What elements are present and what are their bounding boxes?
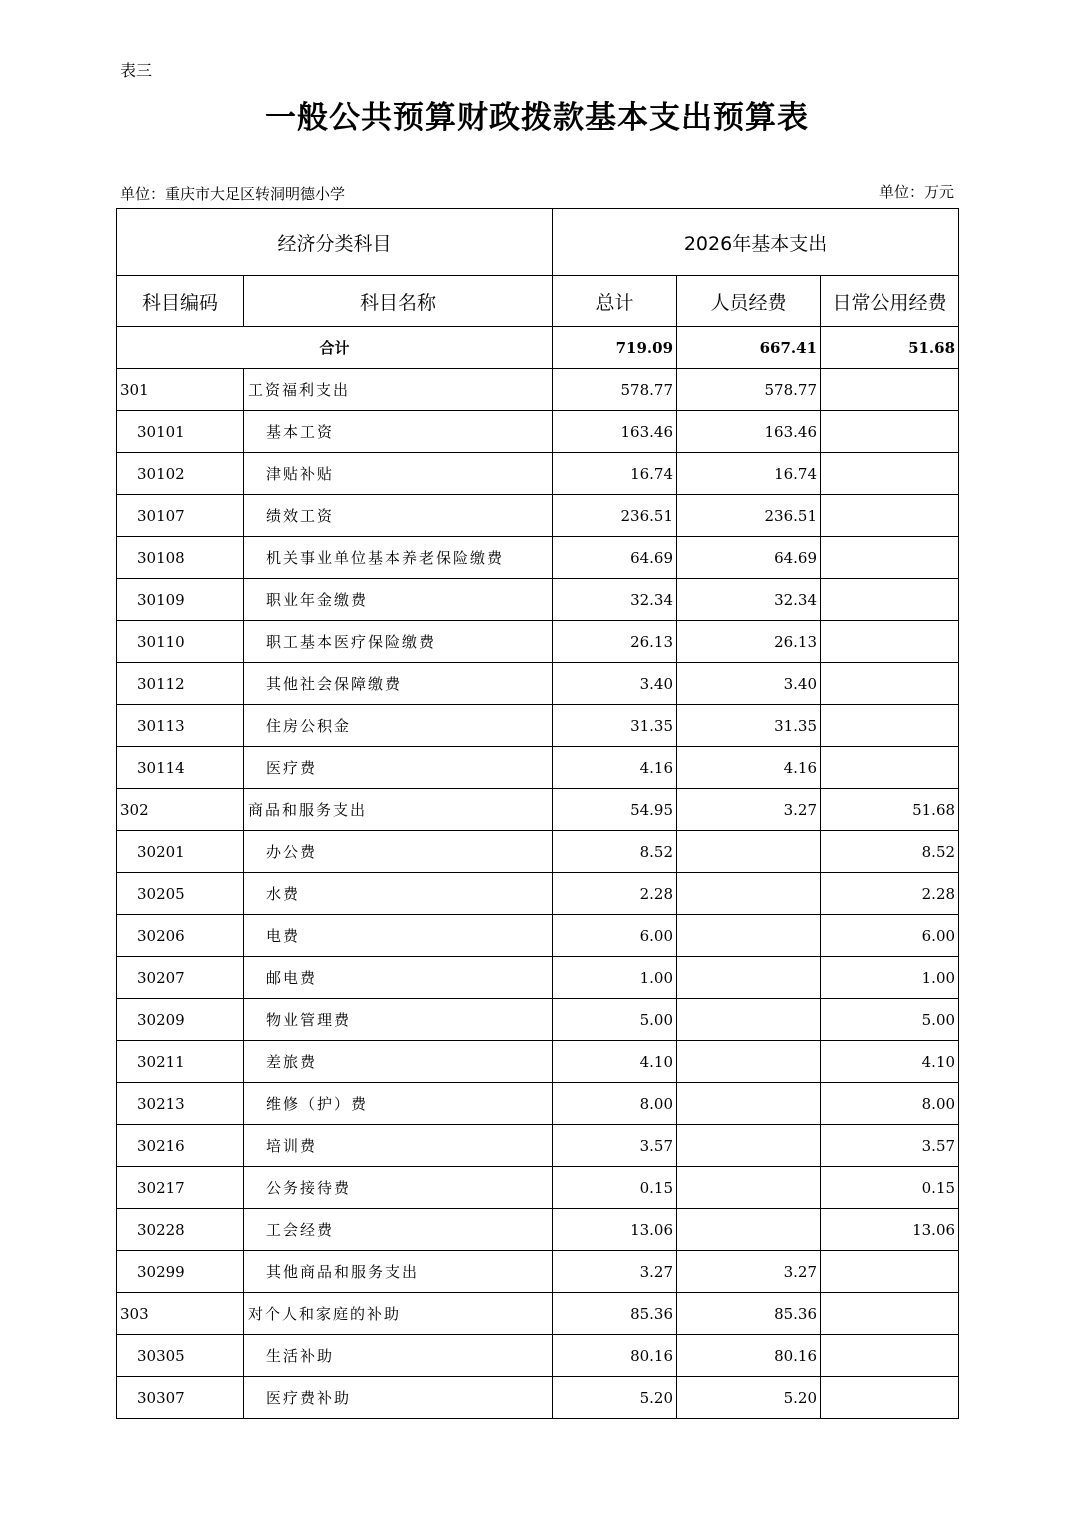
row-name: 差旅费: [244, 1041, 553, 1083]
header-column-row: [117, 276, 959, 327]
row-name: 对个人和家庭的补助: [244, 1293, 553, 1335]
row-total: 85.36: [553, 1293, 677, 1335]
row-code: 30299: [117, 1251, 244, 1293]
row-code: 30102: [117, 453, 244, 495]
unit-currency: 单位：万元: [878, 183, 954, 201]
row-code: 30114: [117, 747, 244, 789]
table-row: [117, 1377, 959, 1419]
row-personnel: 32.34: [677, 579, 821, 621]
row-public: [821, 369, 959, 411]
row-name: 维修（护）费: [244, 1083, 553, 1125]
row-code: 30113: [117, 705, 244, 747]
row-public: [821, 1251, 959, 1293]
row-name: 绩效工资: [244, 495, 553, 537]
row-public: 3.57: [821, 1125, 959, 1167]
row-total: 16.74: [553, 453, 677, 495]
row-total: 4.10: [553, 1041, 677, 1083]
table-row: [117, 1293, 959, 1335]
row-code: 30217: [117, 1167, 244, 1209]
table-row: [117, 1041, 959, 1083]
row-personnel: 16.74: [677, 453, 821, 495]
row-personnel: 163.46: [677, 411, 821, 453]
row-name: 其他商品和服务支出: [244, 1251, 553, 1293]
row-public: [821, 453, 959, 495]
row-public: 13.06: [821, 1209, 959, 1251]
row-code: 30305: [117, 1335, 244, 1377]
row-name: 办公费: [244, 831, 553, 873]
row-personnel: [677, 1041, 821, 1083]
row-public: 2.28: [821, 873, 959, 915]
budget-table: [116, 208, 959, 1419]
total-public: 51.68: [821, 327, 959, 369]
row-name: 水费: [244, 873, 553, 915]
row-public: [821, 1335, 959, 1377]
header-group-row: [117, 209, 959, 276]
table-row: [117, 705, 959, 747]
row-name: 工会经费: [244, 1209, 553, 1251]
row-public: 8.00: [821, 1083, 959, 1125]
row-total: 80.16: [553, 1335, 677, 1377]
row-name: 生活补助: [244, 1335, 553, 1377]
row-name: 医疗费: [244, 747, 553, 789]
header-public: 日常公用经费: [821, 276, 959, 327]
row-public: [821, 411, 959, 453]
row-personnel: 236.51: [677, 495, 821, 537]
row-code: 303: [117, 1293, 244, 1335]
row-name: 住房公积金: [244, 705, 553, 747]
row-total: 31.35: [553, 705, 677, 747]
row-code: 30108: [117, 537, 244, 579]
row-code: 30101: [117, 411, 244, 453]
total-row: [117, 327, 959, 369]
header-name: 科目名称: [244, 276, 553, 327]
table-row: [117, 1251, 959, 1293]
row-total: 4.16: [553, 747, 677, 789]
table-row: [117, 747, 959, 789]
total-label: 合计: [117, 327, 553, 369]
table-row: [117, 411, 959, 453]
row-total: 64.69: [553, 537, 677, 579]
row-public: [821, 495, 959, 537]
row-personnel: 3.40: [677, 663, 821, 705]
row-total: 3.27: [553, 1251, 677, 1293]
row-code: 30307: [117, 1377, 244, 1419]
row-name: 基本工资: [244, 411, 553, 453]
row-code: 301: [117, 369, 244, 411]
row-personnel: 80.16: [677, 1335, 821, 1377]
row-public: [821, 537, 959, 579]
row-name: 其他社会保障缴费: [244, 663, 553, 705]
row-code: 30207: [117, 957, 244, 999]
row-total: 13.06: [553, 1209, 677, 1251]
row-personnel: 64.69: [677, 537, 821, 579]
table-row: [117, 621, 959, 663]
row-total: 5.00: [553, 999, 677, 1041]
row-code: 30209: [117, 999, 244, 1041]
row-total: 26.13: [553, 621, 677, 663]
row-personnel: 85.36: [677, 1293, 821, 1335]
table-row: [117, 1167, 959, 1209]
row-public: 0.15: [821, 1167, 959, 1209]
table-row: [117, 1125, 959, 1167]
row-personnel: 3.27: [677, 789, 821, 831]
row-total: 0.15: [553, 1167, 677, 1209]
row-public: 4.10: [821, 1041, 959, 1083]
table-body: [117, 369, 959, 1419]
row-code: 30205: [117, 873, 244, 915]
row-total: 3.40: [553, 663, 677, 705]
row-name: 电费: [244, 915, 553, 957]
row-public: 51.68: [821, 789, 959, 831]
table-row: [117, 369, 959, 411]
row-total: 32.34: [553, 579, 677, 621]
row-total: 54.95: [553, 789, 677, 831]
row-name: 商品和服务支出: [244, 789, 553, 831]
row-personnel: 5.20: [677, 1377, 821, 1419]
row-personnel: 578.77: [677, 369, 821, 411]
row-personnel: [677, 873, 821, 915]
header-basic-expenditure: 2026年基本支出: [553, 209, 959, 276]
table-number: 表三: [120, 61, 153, 80]
row-personnel: 4.16: [677, 747, 821, 789]
row-public: 1.00: [821, 957, 959, 999]
header-total: 总计: [553, 276, 677, 327]
table-row: [117, 537, 959, 579]
row-personnel: 31.35: [677, 705, 821, 747]
row-code: 30206: [117, 915, 244, 957]
row-personnel: 26.13: [677, 621, 821, 663]
table-row: [117, 1083, 959, 1125]
row-personnel: [677, 1167, 821, 1209]
row-name: 职工基本医疗保险缴费: [244, 621, 553, 663]
row-code: 30109: [117, 579, 244, 621]
row-code: 30107: [117, 495, 244, 537]
row-public: 5.00: [821, 999, 959, 1041]
table-row: [117, 579, 959, 621]
row-total: 5.20: [553, 1377, 677, 1419]
row-personnel: 3.27: [677, 1251, 821, 1293]
row-public: [821, 1377, 959, 1419]
row-total: 236.51: [553, 495, 677, 537]
row-personnel: [677, 999, 821, 1041]
unit-organization: 单位：重庆市大足区转洞明德小学: [120, 185, 346, 203]
row-total: 163.46: [553, 411, 677, 453]
header-economic-classification: 经济分类科目: [117, 209, 553, 276]
row-total: 8.52: [553, 831, 677, 873]
row-personnel: [677, 1125, 821, 1167]
row-code: 30211: [117, 1041, 244, 1083]
header-code: 科目编码: [117, 276, 244, 327]
row-personnel: [677, 1209, 821, 1251]
row-public: [821, 1293, 959, 1335]
row-name: 工资福利支出: [244, 369, 553, 411]
table-row: [117, 1335, 959, 1377]
table-row: [117, 831, 959, 873]
row-name: 邮电费: [244, 957, 553, 999]
row-personnel: [677, 831, 821, 873]
total-personnel: 667.41: [677, 327, 821, 369]
row-code: 30213: [117, 1083, 244, 1125]
row-total: 2.28: [553, 873, 677, 915]
table-row: [117, 789, 959, 831]
row-code: 30228: [117, 1209, 244, 1251]
row-total: 578.77: [553, 369, 677, 411]
row-name: 津贴补贴: [244, 453, 553, 495]
row-personnel: [677, 957, 821, 999]
total-sum: 719.09: [553, 327, 677, 369]
table-row: [117, 915, 959, 957]
row-name: 医疗费补助: [244, 1377, 553, 1419]
row-personnel: [677, 915, 821, 957]
row-total: 1.00: [553, 957, 677, 999]
row-code: 302: [117, 789, 244, 831]
row-personnel: [677, 1083, 821, 1125]
table-row: [117, 453, 959, 495]
row-code: 30110: [117, 621, 244, 663]
table-row: [117, 495, 959, 537]
row-name: 公务接待费: [244, 1167, 553, 1209]
table-row: [117, 957, 959, 999]
table-row: [117, 999, 959, 1041]
row-name: 机关事业单位基本养老保险缴费: [244, 537, 553, 579]
row-code: 30201: [117, 831, 244, 873]
row-public: 6.00: [821, 915, 959, 957]
table-row: [117, 873, 959, 915]
row-code: 30216: [117, 1125, 244, 1167]
row-code: 30112: [117, 663, 244, 705]
row-name: 培训费: [244, 1125, 553, 1167]
row-name: 物业管理费: [244, 999, 553, 1041]
row-total: 6.00: [553, 915, 677, 957]
row-public: [821, 621, 959, 663]
row-public: [821, 663, 959, 705]
page-title: 一般公共预算财政拨款基本支出预算表: [265, 100, 809, 136]
table-row: [117, 663, 959, 705]
row-public: [821, 747, 959, 789]
row-total: 8.00: [553, 1083, 677, 1125]
row-public: [821, 705, 959, 747]
table-row: [117, 1209, 959, 1251]
row-public: 8.52: [821, 831, 959, 873]
row-total: 3.57: [553, 1125, 677, 1167]
header-personnel: 人员经费: [677, 276, 821, 327]
row-name: 职业年金缴费: [244, 579, 553, 621]
row-public: [821, 579, 959, 621]
